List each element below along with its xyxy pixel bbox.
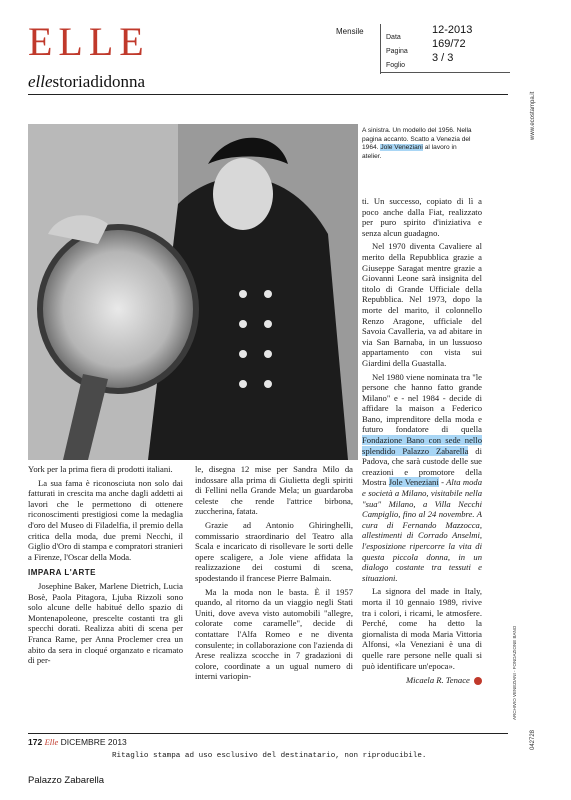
caption-highlight: Jole Veneziani	[380, 144, 423, 152]
side-url: www.ecostampa.it	[530, 91, 536, 140]
footer-mag: Elle	[44, 737, 59, 747]
bottom-caption: Palazzo Zabarella	[28, 775, 105, 786]
photo-illustration	[28, 124, 358, 460]
meta-value-data: 12-2013	[432, 24, 473, 36]
subhead-impara-l-arte: IMPARA L'ARTE	[28, 568, 96, 578]
meta-label-foglio: Foglio	[386, 62, 406, 69]
caption-text-a: A sinistra. Un modello del 1956. Nella pagina accanto. Scatto a Venezia del 1964.	[362, 127, 472, 152]
section-title	[28, 72, 145, 92]
section-rule	[28, 94, 508, 95]
press-disclaimer: Ritaglio stampa ad uso esclusivo del destinatario, non riproducibile.	[112, 752, 427, 760]
meta-label-data: Data	[386, 34, 401, 41]
right-paragraph-2: Nel 1970 diventa Cavaliere al merito della Repubblica grazie a Giuseppe Saragat mentre grazie a Giovanni Leone sarà insignita del titolo di Grande Ufficiale della Repubblica. Nel 1973, dopo la morte del marito, il colonnello Renzo Aragone, ufficiale del Savoia Cavalleria, va ad abitare in via San Barnaba, in un lussuoso appartamento con vista sui Giardini della Guastalla.	[362, 241, 482, 368]
col2-paragraph-1: le, disegna 12 mise per Sandra Milo da indossare alla prima di Giulietta degli spiriti di Fellini nella Grande Mela; un guardaroba celeste che rende l'attrice birbona, zuccherina, fatata.	[195, 464, 353, 517]
article-column-1	[28, 464, 183, 669]
meta-value-pagina: 169/72	[432, 38, 466, 50]
right-paragraph-3	[362, 372, 482, 584]
highlight-jole-veneziani: Jole Veneziani	[388, 477, 439, 488]
elle-logo: ELLE	[28, 19, 150, 64]
meta-box	[380, 22, 510, 73]
footer-issue: DICEMBRE 2013	[60, 737, 127, 747]
article-column-right	[362, 196, 482, 689]
right-paragraph-1: ti. Un successo, copiato di lì a poco anche dalla Fiat, realizzato per puro spirito d'iniziativa e senza alcun guadagno.	[362, 196, 482, 238]
meta-label-pagina: Pagina	[386, 48, 408, 55]
col2-paragraph-3: Ma la moda non le basta. È il 1957 quando, al ritorno da un viaggio negli Stati Uniti, dove aveva visto automobili "allegre, colorate come caramelle", decide di contattare l'Alfa Romeo e ne diventa consulente; in collaborazione con l'azienda di Arese realizza scocche in 7 gradazioni di colore, coordinate a un ugual numero di interni variopin-	[195, 586, 353, 682]
side-code: 042728	[530, 729, 536, 750]
frequency-label: Mensile	[336, 27, 364, 36]
col1-paragraph-2: Josephine Baker, Marlene Dietrich, Lucia Bosè, Paola Pitagora, Ljuba Rizzoli sono solo alcune delle habitué dello spazio di Montenapoleone, prescelte costanti tra gli specchi dorati. Realizza abiti di scena per Franca Rame, per Anna Proclemer crea un abito da sera in cloqué organzato e ricamato di per-	[28, 580, 183, 666]
side-archive-credit: ARCHIVIO VENEZIANI - FONDAZIONE BANO	[512, 625, 517, 720]
author-name: Micaela R. Tenace	[405, 675, 470, 686]
right-paragraph-3b: di Padova, che sarà custode delle sue creazioni e promotore della Mostra	[362, 445, 482, 488]
highlight-fondazione: Fondazione Bano con sede nello splendido Palazzo Zabarella	[362, 435, 482, 456]
photo-caption	[362, 127, 472, 161]
footer-rule	[28, 733, 508, 734]
section-name: storiadidonna	[52, 72, 146, 91]
page-footer	[28, 737, 127, 747]
col1-paragraph-1: La sua fama è riconosciuta non solo dai fatturati in crescita ma anche dagli addetti ai lavori che le permettono di ottenere riconoscimenti prestigiosi come la medaglia d'oro del Museo di Filadelfia, il premio della critica della moda, due premi Necchi, il Giglio d'Oro di stampa e compratori stranieri a Firenze, l'Oscar della Moda.	[28, 477, 183, 562]
page-number: 172	[28, 737, 43, 747]
end-mark-icon	[474, 677, 482, 685]
meta-value-foglio: 3 / 3	[432, 52, 454, 64]
right-paragraph-3c: - Alta moda e società a Milano, visitabile nella "sua" Milano, a Villa Necchi Campiglio, fino al 24 novembre. A cura di Fernando Mazzocca, allestimenti di Corrado Anselmi, l'esposizione ripercorre la vita di questa piccola donna, in un dialogo costante tra tessuti e situazioni.	[362, 477, 482, 583]
right-paragraph-4: La signora del made in Italy, morta il 10 gennaio 1989, rivive tra i colori, i ricami, le atmosfere. Perché, come ha detto la giornalista di moda Maria Vittoria Alfonsi, «la Veneziani è una di quelle rare persone nelle quali si può identificare un'epoca».	[362, 586, 482, 671]
col1-paragraph-0: York per la prima fiera di prodotti italiani.	[28, 464, 173, 474]
section-prefix: elle	[28, 72, 53, 91]
author-signature	[362, 675, 482, 686]
right-paragraph-3a: Nel 1980 viene nominata tra "le persone che hanno fatto grande Milano" e - nel 1984 - decide di affidare la maison a Federico Bano, imprenditore della moda e futuro fondatore di quella	[362, 371, 482, 435]
article-column-2	[195, 464, 353, 685]
photo-jole-veneziani	[28, 124, 358, 460]
col2-paragraph-2: Grazie ad Antonio Ghiringhelli, commissario straordinario del Teatro alla Scala e incaricato di risollevare le sorti delle opere scaligere, a Jole viene affidata la realizzazione dei costumi di scena, spodestando il francese Pierre Balmain.	[195, 519, 353, 583]
caption-text-b: al lavoro in atelier.	[362, 144, 457, 160]
